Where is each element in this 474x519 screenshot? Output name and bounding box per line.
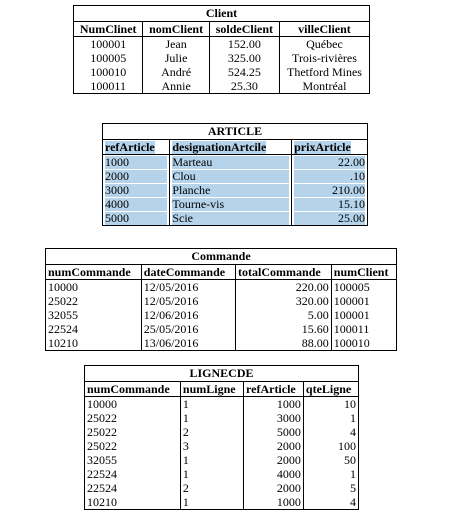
- column-header: refArticle: [105, 139, 155, 154]
- column-header: refArticle: [244, 382, 304, 397]
- table-cell: Québec: [279, 37, 369, 52]
- column-header: prixArticle: [294, 139, 351, 154]
- lignecde-table: [84, 365, 359, 510]
- table-row: [46, 308, 397, 322]
- table-cell: 2: [180, 481, 243, 495]
- table-cell: Thetford Mines: [279, 65, 369, 79]
- table-row: [103, 197, 368, 211]
- table-cell: 4000: [105, 198, 167, 211]
- commande-table-title: Commande: [46, 249, 397, 265]
- table-cell: 15.10: [294, 198, 365, 211]
- lignecde-table-title: LIGNECDE: [85, 366, 359, 382]
- column-header: numCommande: [46, 265, 142, 280]
- article-table: [102, 123, 368, 226]
- table-cell: 10000: [46, 280, 142, 295]
- table-cell: 100: [303, 439, 358, 453]
- table-cell: 2000: [244, 453, 304, 467]
- table-row: [85, 453, 359, 467]
- table-cell: 210.00: [294, 184, 365, 197]
- table-row: [74, 37, 370, 52]
- table-row: [46, 280, 397, 295]
- table-row: [74, 51, 370, 65]
- table-cell: 3000: [244, 411, 304, 425]
- table-cell: 22524: [85, 467, 181, 481]
- table-cell: 88.00: [236, 336, 332, 351]
- table-cell: 12/05/2016: [141, 280, 235, 295]
- table-cell: 4000: [244, 467, 304, 481]
- table-row: [74, 65, 370, 79]
- table-cell: 25022: [46, 294, 142, 308]
- table-row: [74, 79, 370, 94]
- table-cell: 1: [180, 411, 243, 425]
- table-cell: 10210: [46, 336, 142, 351]
- table-row: [85, 439, 359, 453]
- table-cell: 1: [303, 411, 358, 425]
- table-cell: 5000: [105, 212, 167, 225]
- table-cell: 12/06/2016: [141, 308, 235, 322]
- table-row: [103, 211, 368, 226]
- table-cell: Trois-rivières: [279, 51, 369, 65]
- table-cell: 100001: [74, 37, 143, 52]
- table-cell: 5000: [244, 425, 304, 439]
- table-row: [85, 467, 359, 481]
- column-header: soldeClient: [209, 22, 279, 37]
- table-cell: 1: [180, 495, 243, 510]
- column-header: totalCommande: [236, 265, 332, 280]
- table-cell: 10210: [85, 495, 181, 510]
- table-cell: Annie: [143, 79, 209, 94]
- table-cell: 320.00: [236, 294, 332, 308]
- table-row: [85, 481, 359, 495]
- column-header: nomClient: [143, 22, 209, 37]
- table-cell: 325.00: [209, 51, 279, 65]
- table-cell: 13/06/2016: [141, 336, 235, 351]
- table-cell: 100011: [331, 322, 396, 336]
- table-cell: 1: [303, 467, 358, 481]
- table-cell: Tourne-vis: [172, 198, 289, 211]
- table-cell: 2000: [105, 170, 167, 183]
- table-row: [46, 294, 397, 308]
- table-cell: 5: [303, 481, 358, 495]
- table-cell: 1000: [105, 156, 167, 169]
- table-row: [85, 397, 359, 412]
- table-row: [85, 411, 359, 425]
- table-cell: 152.00: [209, 37, 279, 52]
- table-row: [46, 322, 397, 336]
- table-cell: 32055: [85, 453, 181, 467]
- column-header: dateCommande: [141, 265, 235, 280]
- table-cell: Montréal: [279, 79, 369, 94]
- table-cell: 1: [180, 453, 243, 467]
- table-cell: 25022: [85, 411, 181, 425]
- table-cell: 25022: [85, 425, 181, 439]
- table-row: [85, 495, 359, 510]
- table-cell: 22.00: [294, 156, 365, 169]
- table-cell: 15.60: [236, 322, 332, 336]
- table-cell: Clou: [172, 170, 289, 183]
- table-cell: 22524: [46, 322, 142, 336]
- table-cell: 22524: [85, 481, 181, 495]
- table-cell: 1000: [244, 495, 304, 510]
- article-table-title: ARTICLE: [103, 124, 368, 140]
- table-cell: 25/05/2016: [141, 322, 235, 336]
- column-header: numCommande: [85, 382, 181, 397]
- table-row: [103, 155, 368, 170]
- table-cell: 1: [180, 397, 243, 412]
- table-cell: 100001: [331, 308, 396, 322]
- table-cell: 10000: [85, 397, 181, 412]
- table-cell: 10: [303, 397, 358, 412]
- table-row: [85, 425, 359, 439]
- table-cell: 2000: [244, 481, 304, 495]
- table-cell: Jean: [143, 37, 209, 52]
- commande-table: [45, 248, 397, 351]
- table-cell: 25.00: [294, 212, 365, 225]
- table-cell: 25.30: [209, 79, 279, 94]
- table-row: [103, 183, 368, 197]
- table-cell: 220.00: [236, 280, 332, 295]
- table-cell: 1: [180, 467, 243, 481]
- table-cell: Marteau: [172, 156, 289, 169]
- table-cell: 4: [303, 425, 358, 439]
- table-cell: .10: [294, 170, 365, 183]
- column-header: designationArtcile: [172, 139, 267, 154]
- table-cell: 50: [303, 453, 358, 467]
- table-cell: Planche: [172, 184, 289, 197]
- table-cell: 100005: [74, 51, 143, 65]
- table-cell: Scie: [172, 212, 289, 225]
- client-table-title: Client: [74, 6, 370, 22]
- column-header: qteLigne: [303, 382, 358, 397]
- column-header: numClient: [331, 265, 396, 280]
- table-cell: 100001: [331, 294, 396, 308]
- table-cell: André: [143, 65, 209, 79]
- table-cell: 32055: [46, 308, 142, 322]
- table-cell: 2: [180, 425, 243, 439]
- column-header: NumClinet: [74, 22, 143, 37]
- table-cell: 100005: [331, 280, 396, 295]
- table-cell: Julie: [143, 51, 209, 65]
- table-cell: 4: [303, 495, 358, 510]
- table-cell: 100011: [74, 79, 143, 94]
- table-cell: 2000: [244, 439, 304, 453]
- column-header: numLigne: [180, 382, 243, 397]
- table-cell: 25022: [85, 439, 181, 453]
- table-cell: 1000: [244, 397, 304, 412]
- table-cell: 12/05/2016: [141, 294, 235, 308]
- column-header: villeClient: [279, 22, 369, 37]
- client-table: [73, 5, 370, 94]
- table-cell: 3: [180, 439, 243, 453]
- table-row: [103, 169, 368, 183]
- table-cell: 524.25: [209, 65, 279, 79]
- table-row: [46, 336, 397, 351]
- table-cell: 100010: [74, 65, 143, 79]
- table-cell: 5.00: [236, 308, 332, 322]
- table-cell: 3000: [105, 184, 167, 197]
- table-cell: 100010: [331, 336, 396, 351]
